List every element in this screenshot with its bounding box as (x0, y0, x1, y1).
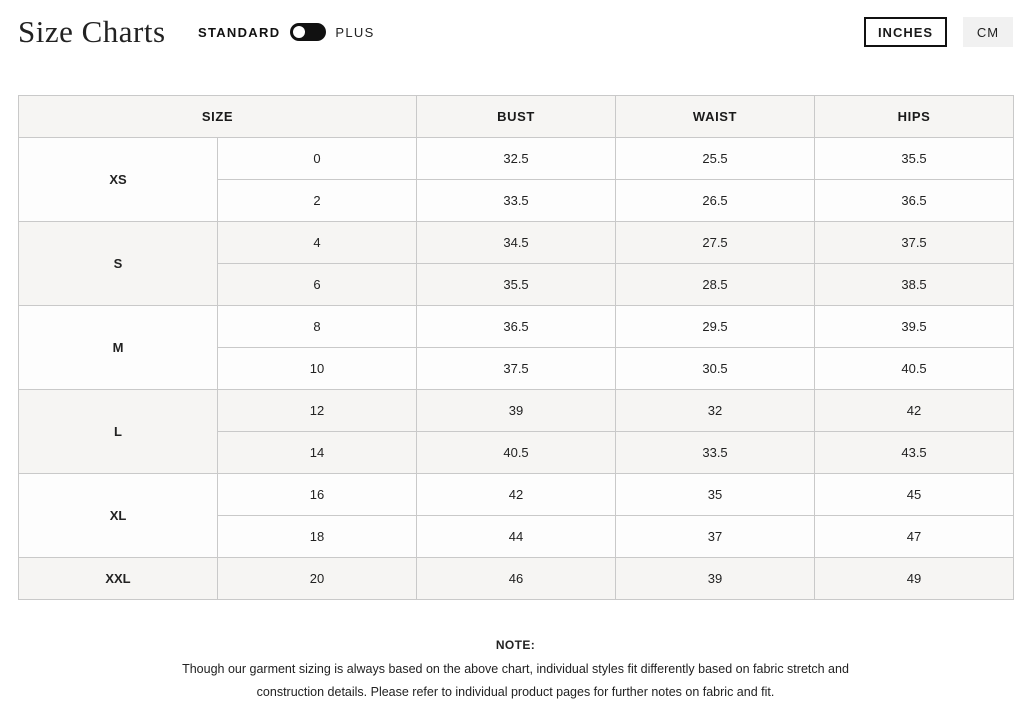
size-cell: 20 (218, 558, 417, 600)
hips-cell: 38.5 (815, 264, 1014, 306)
standard-plus-toggle-switch[interactable] (290, 23, 326, 41)
column-header-waist: WAIST (616, 96, 815, 138)
bust-cell: 33.5 (417, 180, 616, 222)
table-header-row (19, 96, 1014, 138)
fit-toggle-group (198, 20, 375, 44)
size-cell: 2 (218, 180, 417, 222)
hips-cell: 40.5 (815, 348, 1014, 390)
column-header-size: SIZE (19, 96, 417, 138)
size-cell: 14 (218, 432, 417, 474)
waist-cell: 28.5 (616, 264, 815, 306)
toggle-label-standard[interactable]: STANDARD (198, 24, 281, 40)
cm-button[interactable]: CM (963, 17, 1013, 47)
hips-cell: 43.5 (815, 432, 1014, 474)
size-chart-table (18, 95, 1014, 600)
waist-cell: 27.5 (616, 222, 815, 264)
note-body (18, 658, 1013, 704)
size-group-label: XL (19, 474, 218, 558)
table-row (19, 390, 1014, 432)
waist-cell: 35 (616, 474, 815, 516)
waist-cell: 32 (616, 390, 815, 432)
waist-cell: 30.5 (616, 348, 815, 390)
size-cell: 10 (218, 348, 417, 390)
size-cell: 4 (218, 222, 417, 264)
size-cell: 16 (218, 474, 417, 516)
toggle-knob (293, 26, 305, 38)
bust-cell: 34.5 (417, 222, 616, 264)
size-group-label: XXL (19, 558, 218, 600)
waist-cell: 29.5 (616, 306, 815, 348)
note-line-2: construction details. Please refer to individual product pages for further notes on fabric and fit. (256, 685, 775, 699)
hips-cell: 42 (815, 390, 1014, 432)
size-group-label: XS (19, 138, 218, 222)
size-cell: 12 (218, 390, 417, 432)
column-header-bust: BUST (417, 96, 616, 138)
hips-cell: 37.5 (815, 222, 1014, 264)
table-row (19, 138, 1014, 180)
hips-cell: 47 (815, 516, 1014, 558)
hips-cell: 49 (815, 558, 1014, 600)
toggle-label-plus[interactable]: PLUS (335, 24, 375, 40)
waist-cell: 37 (616, 516, 815, 558)
bust-cell: 44 (417, 516, 616, 558)
waist-cell: 25.5 (616, 138, 815, 180)
bust-cell: 40.5 (417, 432, 616, 474)
table-row (19, 306, 1014, 348)
size-group-label: S (19, 222, 218, 306)
hips-cell: 39.5 (815, 306, 1014, 348)
size-group-label: M (19, 306, 218, 390)
note-heading: NOTE: (495, 638, 536, 652)
bust-cell: 36.5 (417, 306, 616, 348)
column-header-hips: HIPS (815, 96, 1014, 138)
waist-cell: 26.5 (616, 180, 815, 222)
table-row (19, 558, 1014, 600)
size-cell: 18 (218, 516, 417, 558)
inches-button[interactable]: INCHES (864, 17, 947, 47)
table-row (19, 222, 1014, 264)
size-cell: 0 (218, 138, 417, 180)
size-cell: 6 (218, 264, 417, 306)
bust-cell: 42 (417, 474, 616, 516)
bust-cell: 35.5 (417, 264, 616, 306)
bust-cell: 37.5 (417, 348, 616, 390)
table-row (19, 474, 1014, 516)
page-title: Size Charts (18, 14, 166, 49)
note-line-1: Though our garment sizing is always based on the above chart, individual styles fit differently based on fabric stretch and (182, 662, 849, 676)
hips-cell: 36.5 (815, 180, 1014, 222)
waist-cell: 33.5 (616, 432, 815, 474)
sizing-note (18, 638, 1013, 704)
size-group-label: L (19, 390, 218, 474)
bust-cell: 39 (417, 390, 616, 432)
waist-cell: 39 (616, 558, 815, 600)
bust-cell: 32.5 (417, 138, 616, 180)
size-cell: 8 (218, 306, 417, 348)
hips-cell: 45 (815, 474, 1014, 516)
hips-cell: 35.5 (815, 138, 1014, 180)
bust-cell: 46 (417, 558, 616, 600)
